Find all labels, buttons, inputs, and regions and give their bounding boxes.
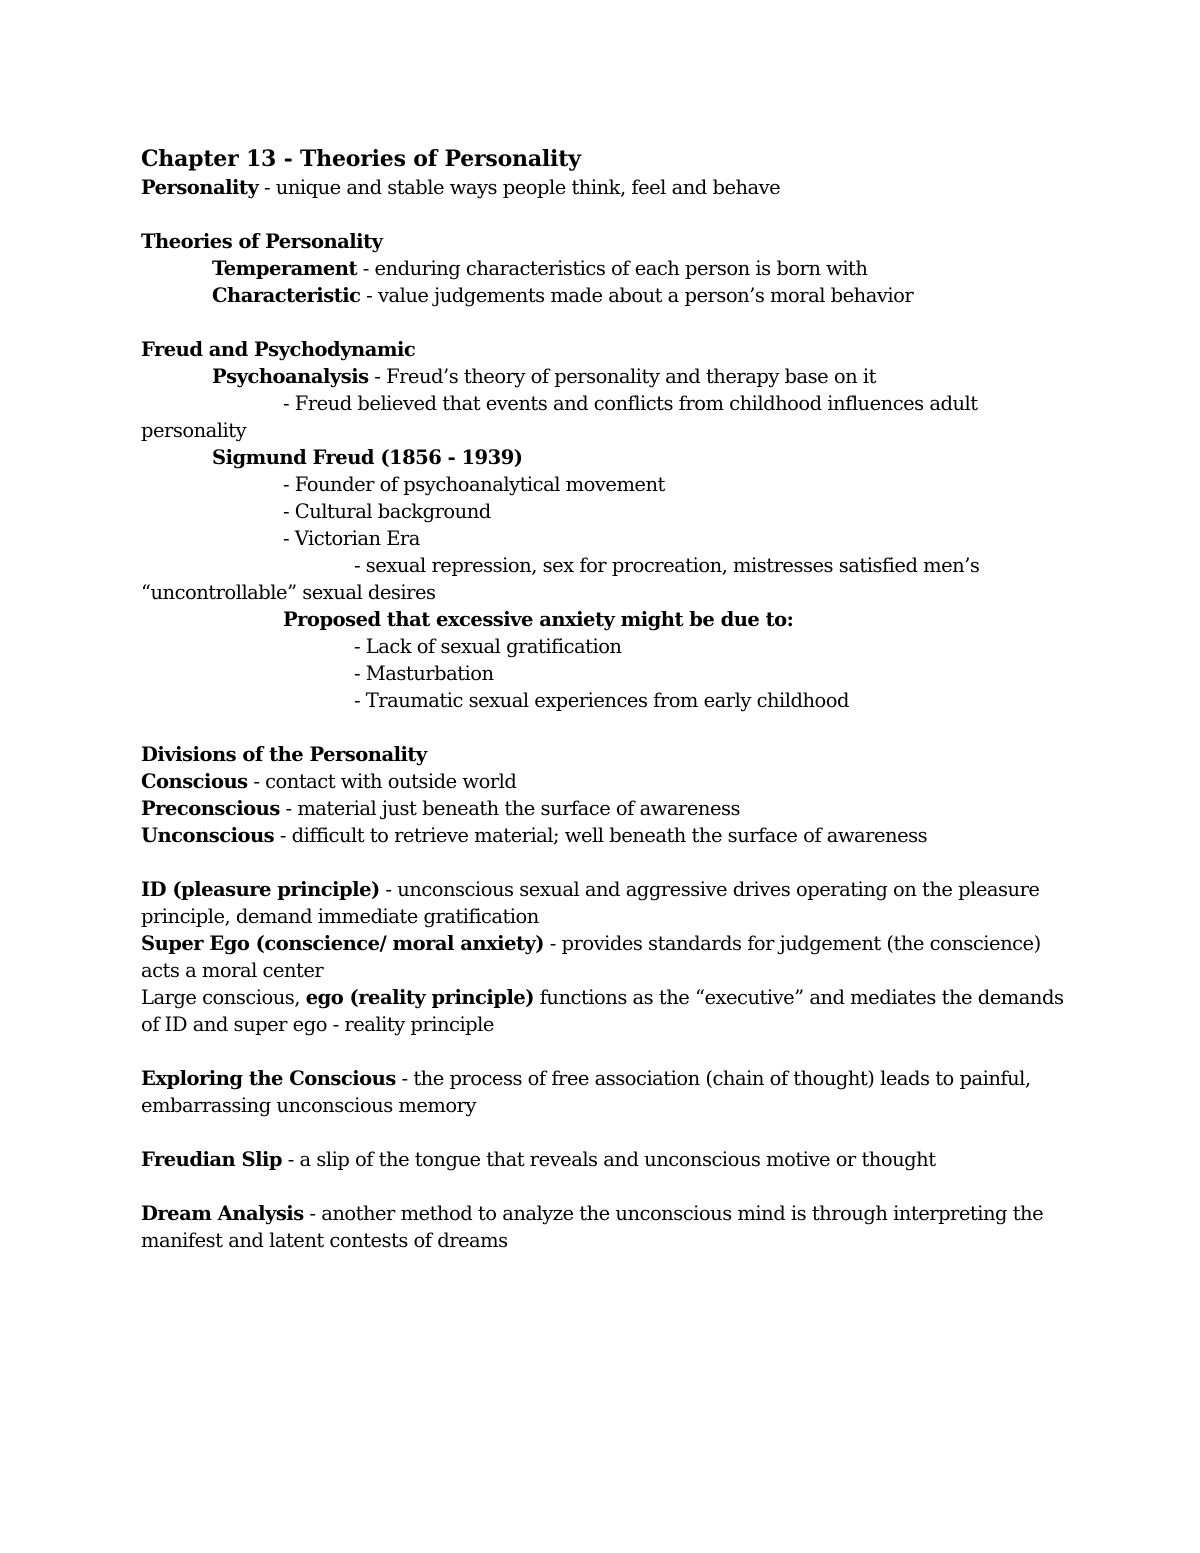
- anxiety-cause: - Traumatic sexual experiences from early childhood: [354, 689, 850, 712]
- spacer: [141, 1119, 1061, 1146]
- heading-divisions: Divisions of the Personality: [141, 743, 427, 766]
- term-id: ID (pleasure principle): [141, 878, 380, 901]
- definition-ego-cont: of ID and super ego - reality principle: [141, 1013, 494, 1036]
- definition-psychoanalysis: [141, 363, 1061, 390]
- def-temperament: - enduring characteristics of each person is born with: [357, 257, 868, 280]
- spacer: [141, 309, 1061, 336]
- term-characteristic: Characteristic: [212, 284, 361, 307]
- def-ego: functions as the “executive” and mediates the demands: [534, 986, 1064, 1009]
- definition-exploring-cont: embarrassing unconscious memory: [141, 1094, 477, 1117]
- anxiety-cause: - Lack of sexual gratification: [354, 635, 622, 658]
- term-freudian-slip: Freudian Slip: [141, 1148, 283, 1171]
- freud-name: Sigmund Freud (1856 - 1939): [212, 446, 523, 469]
- term-personality: Personality: [141, 176, 259, 199]
- def-unconscious: - difficult to retrieve material; well beneath the surface of awareness: [274, 824, 928, 847]
- definition-characteristic: [141, 282, 1061, 309]
- anxiety-heading: Proposed that excessive anxiety might be due to:: [283, 608, 794, 631]
- psychoanalysis-note: - Freud believed that events and conflicts from childhood influences adult: [283, 392, 978, 415]
- spacer: [141, 1173, 1061, 1200]
- definition-preconscious: [141, 795, 1061, 822]
- spacer: [141, 714, 1061, 741]
- definition-dream-analysis-cont: manifest and latent contests of dreams: [141, 1229, 508, 1252]
- def-personality: - unique and stable ways people think, feel and behave: [258, 176, 781, 199]
- definition-unconscious: [141, 822, 1061, 849]
- psychoanalysis-note-cont: personality: [141, 419, 247, 442]
- definition-ego: [141, 984, 1064, 1011]
- def-freudian-slip: - a slip of the tongue that reveals and unconscious motive or thought: [282, 1148, 936, 1171]
- definition-superego: [141, 930, 1061, 957]
- victorian-note-cont: “uncontrollable” sexual desires: [141, 581, 436, 604]
- anxiety-cause: - Masturbation: [354, 662, 494, 685]
- definition-freudian-slip: [141, 1146, 1061, 1173]
- definition-conscious: [141, 768, 1061, 795]
- freud-fact: - Victorian Era: [283, 527, 420, 550]
- definition-superego-cont: acts a moral center: [141, 959, 324, 982]
- term-psychoanalysis: Psychoanalysis: [212, 365, 369, 388]
- def-dream-analysis: - another method to analyze the unconscious mind is through interpreting the: [303, 1202, 1044, 1225]
- definition-exploring: [141, 1065, 1061, 1092]
- spacer: [141, 1038, 1061, 1065]
- definition-id: [141, 876, 1061, 903]
- term-temperament: Temperament: [212, 257, 357, 280]
- spacer: [141, 201, 1061, 228]
- def-characteristic: - value judgements made about a person’s moral behavior: [360, 284, 914, 307]
- page-title: Chapter 13 - Theories of Personality: [141, 146, 581, 172]
- spacer: [141, 849, 1061, 876]
- term-dream-analysis: Dream Analysis: [141, 1202, 304, 1225]
- def-superego: - provides standards for judgement (the conscience): [544, 932, 1041, 955]
- term-ego: ego (reality principle): [305, 986, 534, 1009]
- definition-id-cont: principle, demand immediate gratification: [141, 905, 539, 928]
- heading-theories: Theories of Personality: [141, 230, 383, 253]
- heading-freud: Freud and Psychodynamic: [141, 338, 416, 361]
- term-conscious: Conscious: [141, 770, 248, 793]
- definition-temperament: [141, 255, 1061, 282]
- term-superego: Super Ego (conscience/ moral anxiety): [141, 932, 545, 955]
- term-unconscious: Unconscious: [141, 824, 275, 847]
- definition-personality: [141, 174, 1061, 201]
- def-preconscious: - material just beneath the surface of awareness: [279, 797, 741, 820]
- definition-dream-analysis: [141, 1200, 1061, 1227]
- victorian-note: - sexual repression, sex for procreation, mistresses satisfied men’s: [354, 554, 980, 577]
- def-exploring: - the process of free association (chain of thought) leads to painful,: [395, 1067, 1031, 1090]
- freud-fact: - Cultural background: [283, 500, 491, 523]
- def-id: - unconscious sexual and aggressive drives operating on the pleasure: [379, 878, 1040, 901]
- ego-prefix: Large conscious,: [141, 986, 306, 1009]
- def-conscious: - contact with outside world: [247, 770, 517, 793]
- freud-fact: - Founder of psychoanalytical movement: [283, 473, 665, 496]
- term-preconscious: Preconscious: [141, 797, 280, 820]
- term-exploring: Exploring the Conscious: [141, 1067, 396, 1090]
- document-page: [141, 144, 1064, 1254]
- def-psychoanalysis: - Freud’s theory of personality and therapy base on it: [368, 365, 876, 388]
